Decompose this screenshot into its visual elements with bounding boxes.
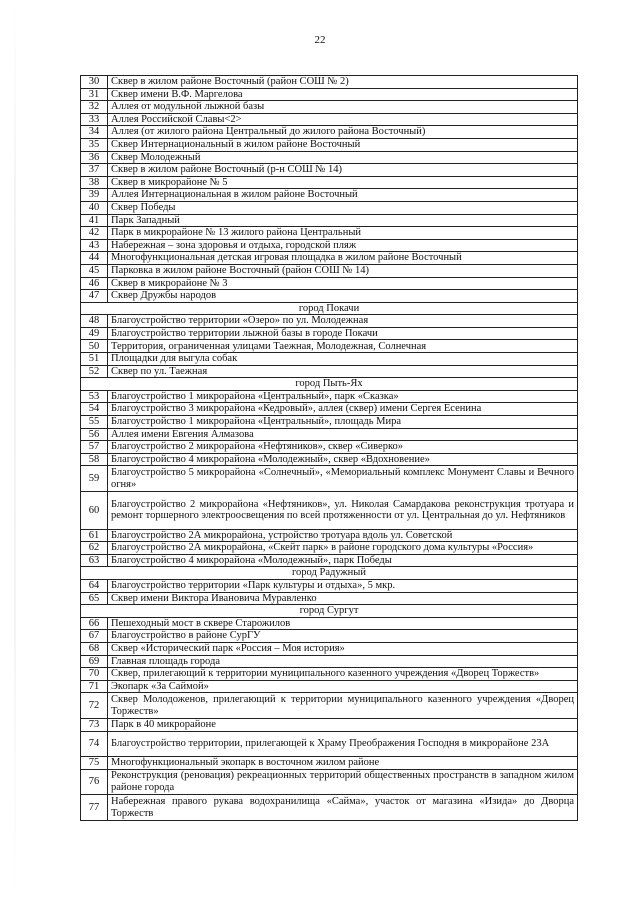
object-name: Сквер в микрорайоне № 3 (108, 277, 578, 290)
object-name: Набережная правого рукава водохранилища «Сайма», участок от магазина «Изида» до Дворца Торжеств (108, 795, 578, 821)
row-number: 60 (81, 492, 108, 530)
table-row (81, 718, 578, 731)
row-number: 47 (81, 290, 108, 303)
table-row (81, 164, 578, 177)
table-row (81, 403, 578, 416)
row-number: 76 (81, 769, 108, 795)
row-number: 52 (81, 365, 108, 378)
page-number: 22 (314, 34, 326, 46)
object-name: Сквер, прилегающий к территории муниципального казенного учреждения «Дворец Торжеств» (108, 668, 578, 681)
table-row (81, 655, 578, 668)
row-number: 49 (81, 327, 108, 340)
object-name: Благоустройство территории «Парк культуры и отдыха», 5 мкр. (108, 579, 578, 592)
row-number: 36 (81, 151, 108, 164)
table-row (81, 227, 578, 240)
row-number: 66 (81, 617, 108, 630)
object-name: Благоустройство 5 микрорайона «Солнечный», «Мемориальный комплекс Монумент Славы и Вечного огня» (108, 466, 578, 492)
table-row (81, 592, 578, 605)
row-number: 65 (81, 592, 108, 605)
object-name: Пешеходный мост в сквере Старожилов (108, 617, 578, 630)
table-row (81, 138, 578, 151)
object-name: Сквер в жилом районе Восточный (район СОШ № 2) (108, 76, 578, 89)
table-row (81, 176, 578, 189)
row-number: 71 (81, 680, 108, 693)
row-number: 35 (81, 138, 108, 151)
object-name: Сквер Победы (108, 201, 578, 214)
row-number: 62 (81, 542, 108, 555)
table-row (81, 757, 578, 770)
object-name: Сквер в микрорайоне № 5 (108, 176, 578, 189)
table-row (81, 315, 578, 328)
table-row (81, 466, 578, 492)
table-row (81, 201, 578, 214)
object-name: Сквер Молодежный (108, 151, 578, 164)
object-name: Экопарк «За Саймой» (108, 680, 578, 693)
row-number: 51 (81, 353, 108, 366)
row-number: 34 (81, 126, 108, 139)
object-name: Благоустройство территории «Озеро» по ул. Молодежная (108, 315, 578, 328)
row-number: 61 (81, 529, 108, 542)
table-row (81, 579, 578, 592)
row-number: 56 (81, 428, 108, 441)
table-row (81, 428, 578, 441)
row-number: 57 (81, 441, 108, 454)
row-number: 48 (81, 315, 108, 328)
objects-table-body (81, 76, 578, 821)
section-header-row (81, 378, 578, 391)
row-number: 72 (81, 693, 108, 719)
object-name: Набережная – зона здоровья и отдыха, городской пляж (108, 239, 578, 252)
object-name: Площадки для выгула собак (108, 353, 578, 366)
object-name: Многофункциональный экопарк в восточном жилом районе (108, 757, 578, 770)
object-name: Главная площадь города (108, 655, 578, 668)
table-row (81, 101, 578, 114)
object-name: Сквер имени В.Ф. Маргелова (108, 88, 578, 101)
table-row (81, 365, 578, 378)
object-name: Сквер имени Виктора Ивановича Муравленко (108, 592, 578, 605)
row-number: 43 (81, 239, 108, 252)
object-name: Парк Западный (108, 214, 578, 227)
row-number: 37 (81, 164, 108, 177)
row-number: 55 (81, 416, 108, 429)
object-name: Благоустройство в районе СурГУ (108, 630, 578, 643)
section-title: город Покачи (81, 302, 578, 315)
table-row (81, 642, 578, 655)
row-number: 32 (81, 101, 108, 114)
row-number: 59 (81, 466, 108, 492)
object-name: Аллея (от жилого района Центральный до жилого района Восточный) (108, 126, 578, 139)
table-row (81, 189, 578, 202)
object-name: Аллея имени Евгения Алмазова (108, 428, 578, 441)
table-row (81, 542, 578, 555)
table-row (81, 340, 578, 353)
row-number: 44 (81, 252, 108, 265)
object-name: Парк в микрорайоне № 13 жилого района Центральный (108, 227, 578, 240)
row-number: 58 (81, 453, 108, 466)
object-name: Благоустройство 1 микрорайона «Центральный», парк «Сказка» (108, 390, 578, 403)
row-number: 68 (81, 642, 108, 655)
table-row (81, 680, 578, 693)
object-name: Благоустройство 2 микрорайона «Нефтяников», ул. Николая Самардакова реконструкция тротуара и ремонт торшерного электроосвещения по всей протяженности от ул. Центральная до ул. Нефтяников (108, 492, 578, 530)
row-number: 67 (81, 630, 108, 643)
object-name: Сквер Молодоженов, прилегающий к территории муниципального казенного учреждения «Дворец Торжеств» (108, 693, 578, 719)
row-number: 38 (81, 176, 108, 189)
section-title: город Сургут (81, 605, 578, 618)
object-name: Аллея Интернациональная в жилом районе Восточный (108, 189, 578, 202)
table-row (81, 88, 578, 101)
table-row (81, 239, 578, 252)
table-row (81, 327, 578, 340)
row-number: 64 (81, 579, 108, 592)
table-row (81, 441, 578, 454)
row-number: 74 (81, 731, 108, 757)
object-name: Сквер по ул. Таежная (108, 365, 578, 378)
object-name: Благоустройство территории лыжной базы в городе Покачи (108, 327, 578, 340)
object-name: Благоустройство 2А микрорайона, «Скейт парк» в районе городского дома культуры «Россия» (108, 542, 578, 555)
table-row (81, 529, 578, 542)
row-number: 50 (81, 340, 108, 353)
object-name: Благоустройство 1 микрорайона «Центральный», площадь Мира (108, 416, 578, 429)
section-header-row (81, 567, 578, 580)
row-number: 75 (81, 757, 108, 770)
row-number: 63 (81, 554, 108, 567)
object-name: Благоустройство 4 микрорайона «Молодежный», сквер «Вдохновение» (108, 453, 578, 466)
table-row (81, 290, 578, 303)
table-row (81, 668, 578, 681)
object-name: Территория, ограниченная улицами Таежная, Молодежная, Солнечная (108, 340, 578, 353)
table-row (81, 252, 578, 265)
object-name: Благоустройство 2 микрорайона «Нефтяников», сквер «Сиверко» (108, 441, 578, 454)
table-row (81, 492, 578, 530)
row-number: 45 (81, 264, 108, 277)
row-number: 39 (81, 189, 108, 202)
section-title: город Радужный (81, 567, 578, 580)
table-row (81, 151, 578, 164)
table-row (81, 113, 578, 126)
row-number: 41 (81, 214, 108, 227)
table-row (81, 795, 578, 821)
section-header-row (81, 302, 578, 315)
row-number: 53 (81, 390, 108, 403)
table-row (81, 264, 578, 277)
table-row (81, 630, 578, 643)
table-row (81, 617, 578, 630)
object-name: Сквер Дружбы народов (108, 290, 578, 303)
table-row (81, 76, 578, 89)
scan-edge-shadow (14, 0, 16, 905)
row-number: 77 (81, 795, 108, 821)
row-number: 46 (81, 277, 108, 290)
row-number: 31 (81, 88, 108, 101)
object-name: Многофункциональная детская игровая площадка в жилом районе Восточный (108, 252, 578, 265)
object-name: Реконструкция (реновация) рекреационных территорий общественных пространств в западном жилом районе города (108, 769, 578, 795)
table-row (81, 416, 578, 429)
row-number: 40 (81, 201, 108, 214)
section-header-row (81, 605, 578, 618)
section-title: город Пыть-Ях (81, 378, 578, 391)
table-row (81, 214, 578, 227)
table-row (81, 126, 578, 139)
object-name: Парковка в жилом районе Восточный (район СОШ № 14) (108, 264, 578, 277)
object-name: Аллея от модульной лыжной базы (108, 101, 578, 114)
object-name: Благоустройство 2А микрорайона, устройство тротуара вдоль ул. Советской (108, 529, 578, 542)
object-name: Сквер «Исторический парк «Россия – Моя история» (108, 642, 578, 655)
table-row (81, 390, 578, 403)
table-row (81, 353, 578, 366)
object-name: Благоустройство 4 микрорайона «Молодежный», парк Победы (108, 554, 578, 567)
object-name: Сквер Интернациональный в жилом районе Восточный (108, 138, 578, 151)
row-number: 33 (81, 113, 108, 126)
row-number: 30 (81, 76, 108, 89)
row-number: 73 (81, 718, 108, 731)
table-row (81, 554, 578, 567)
table-row (81, 769, 578, 795)
table-row (81, 453, 578, 466)
object-name: Благоустройство 3 микрорайона «Кедровый», аллея (сквер) имени Сергея Есенина (108, 403, 578, 416)
row-number: 70 (81, 668, 108, 681)
table-row (81, 277, 578, 290)
row-number: 54 (81, 403, 108, 416)
object-name: Парк в 40 микрорайоне (108, 718, 578, 731)
object-name: Аллея Российской Славы<2> (108, 113, 578, 126)
table-row (81, 693, 578, 719)
object-name: Сквер в жилом районе Восточный (р-н СОШ № 14) (108, 164, 578, 177)
row-number: 42 (81, 227, 108, 240)
table-row (81, 731, 578, 757)
objects-table (80, 75, 578, 821)
row-number: 69 (81, 655, 108, 668)
object-name: Благоустройство территории, прилегающей к Храму Преображения Господня в микрорайоне 23А (108, 731, 578, 757)
